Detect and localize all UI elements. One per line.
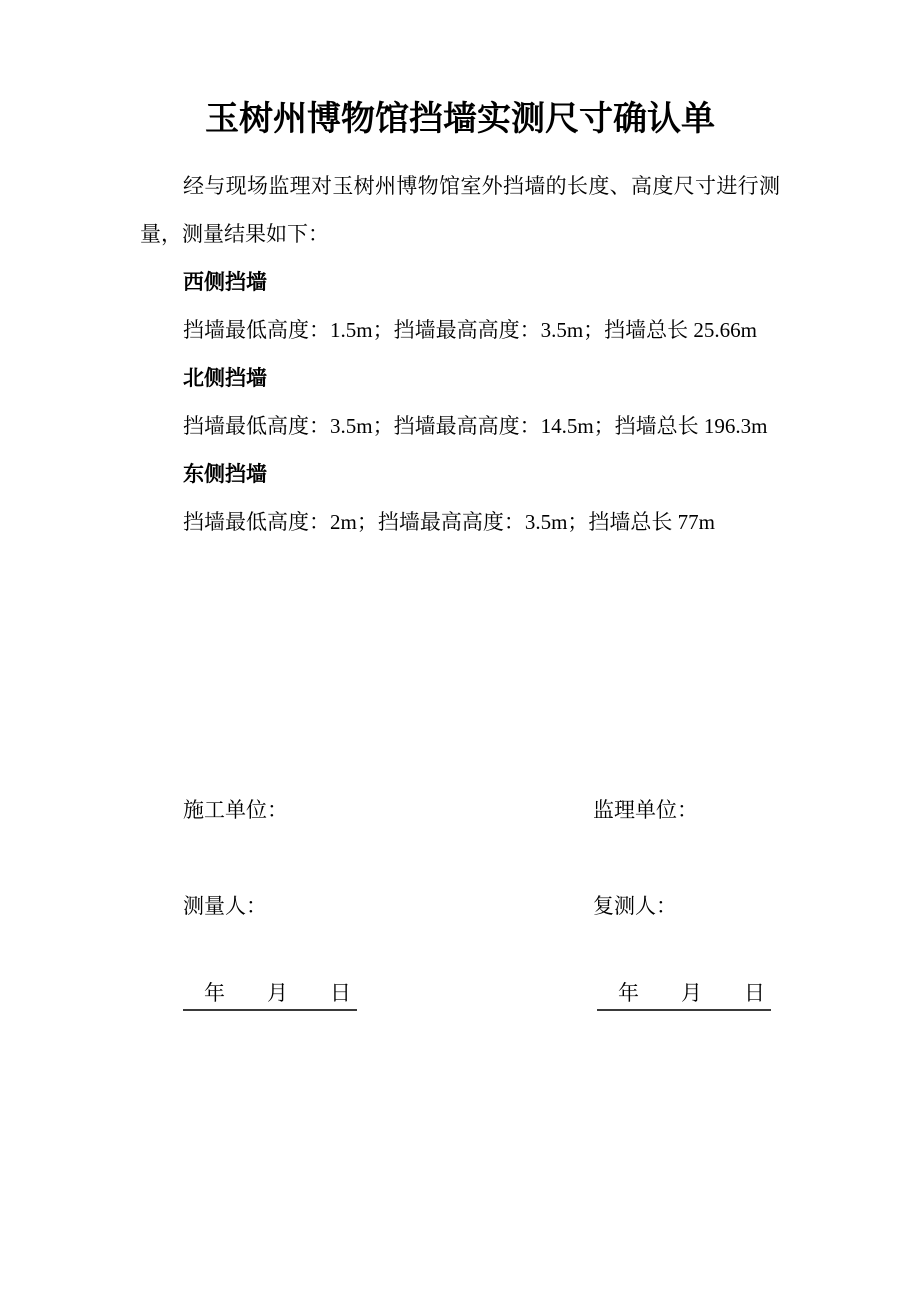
signature-row-dates	[140, 978, 780, 1011]
construction-unit-label: 施工单位：	[183, 798, 288, 822]
section-heading-north-wall: 北侧挡墙	[183, 366, 267, 390]
section-measurement-east-wall: 挡墙最低高度：2m；挡墙最高高度：3.5m；挡墙总长 77m	[183, 510, 716, 534]
signature-row-persons	[140, 882, 780, 930]
surveyor-label: 测量人：	[183, 894, 267, 918]
reviewer-label: 复测人：	[593, 894, 677, 918]
date-line-left: 年 月 日	[183, 978, 357, 1011]
date-line-right: 年 月 日	[597, 978, 771, 1011]
signature-block	[140, 786, 780, 1011]
intro-paragraph: 经与现场监理对玉树州博物馆室外挡墙的长度、高度尺寸进行测量，测量结果如下：	[140, 174, 780, 246]
section-measurement-north-wall: 挡墙最低高度：3.5m；挡墙最高高度：14.5m；挡墙总长 196.3m	[183, 414, 768, 438]
section-measurement-west-wall: 挡墙最低高度：1.5m；挡墙最高高度：3.5m；挡墙总长 25.66m	[183, 318, 758, 342]
document-title: 玉树州博物馆挡墙实测尺寸确认单	[205, 101, 715, 138]
supervision-unit-label: 监理单位：	[593, 798, 698, 822]
signature-row-units	[140, 786, 780, 834]
section-heading-west-wall: 西侧挡墙	[183, 270, 267, 294]
section-heading-east-wall: 东侧挡墙	[183, 462, 267, 486]
